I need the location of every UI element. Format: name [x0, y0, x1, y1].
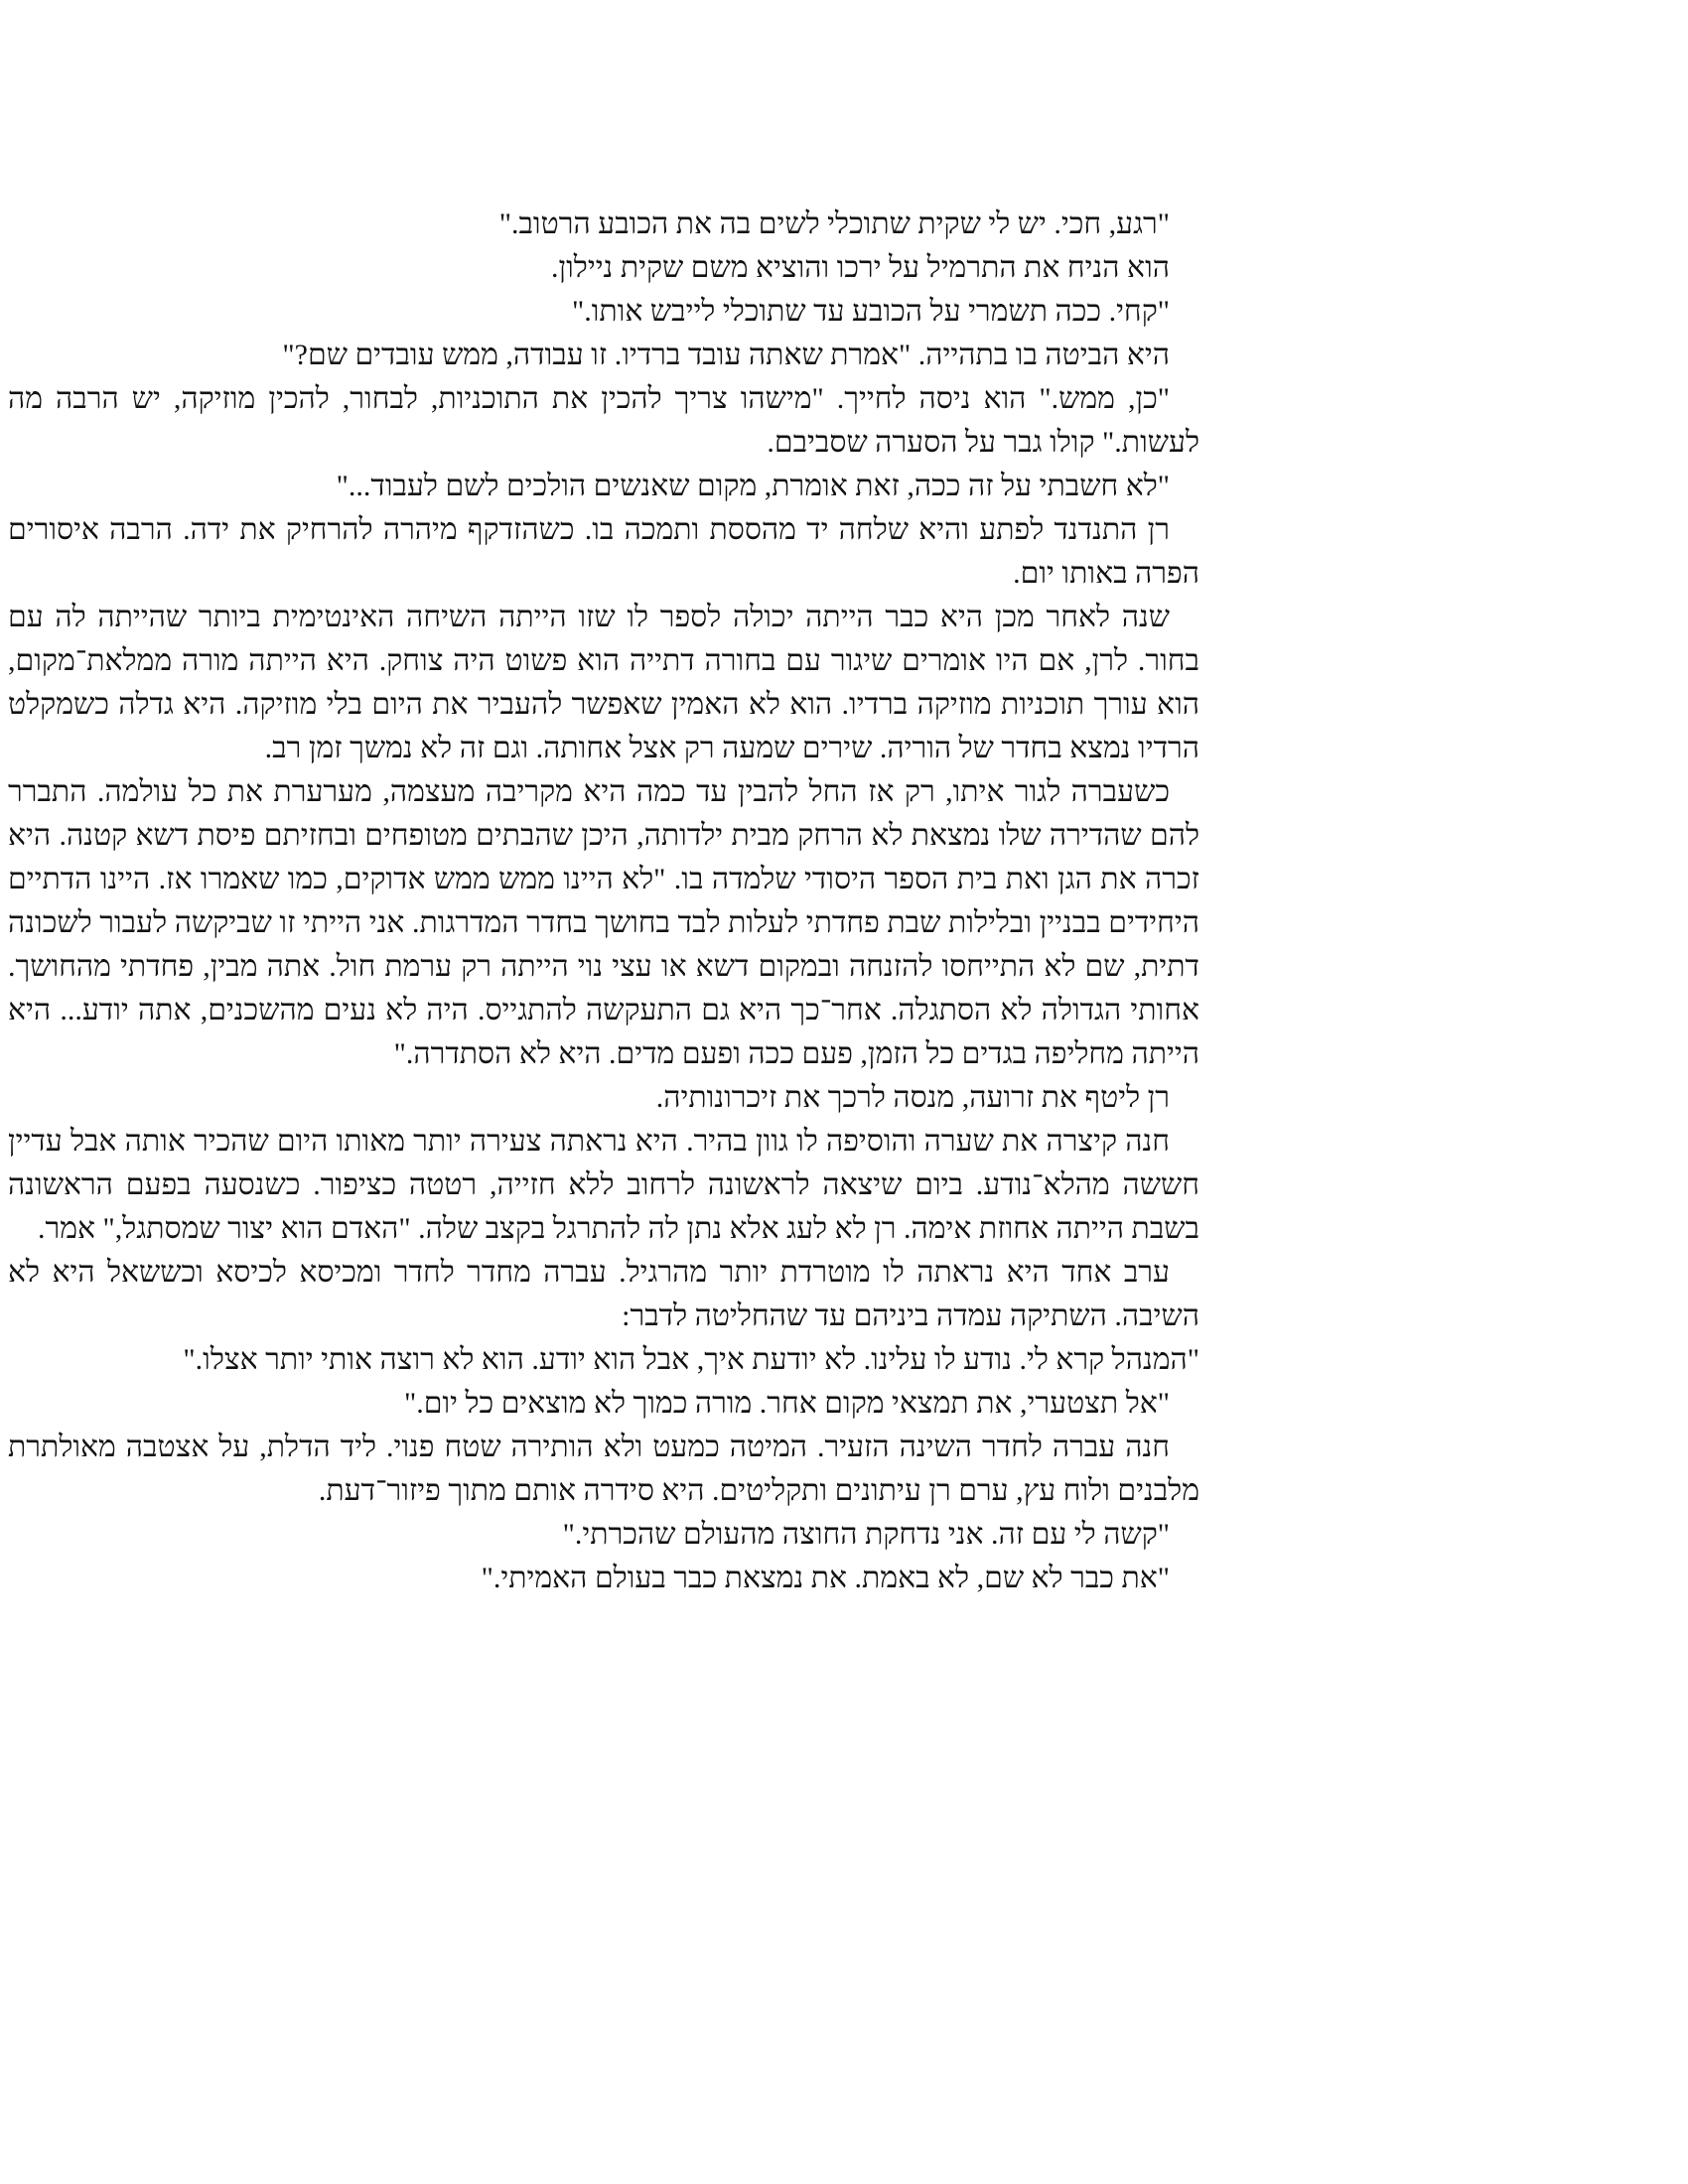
paragraph: היא הביטה בו בתהייה. "אמרת שאתה עובד ברדיו. זו עבודה, ממש עובדים שם?"	[282, 339, 1170, 371]
story-text	[0, 203, 1688, 2089]
paragraph: "אל תצטערי, את תמצאי מקום אחר. מורה כמוך לא מוצאים כל יום."	[403, 1387, 1170, 1420]
paragraph: הוא הניח את התרמיל על ירכו והוציא משם שקית ניילון.	[550, 251, 1170, 284]
paragraph: כשעברה לגור איתו, רק אז החל להבין עד כמה היא מקריבה מעצמה, מערערת את כל עולמה. התברר להם שהדירה שלו נמצאת לא הרחק מבית ילדותה, היכן שהבתים מטופחים ובחזיתם פיסת דשא קטנה. היא זכרה את הגן ואת בית הספר היסודי שלמדה בו. "לא היינו ממש ממש אדוקים, כמו שאמרו אז. היינו הדתיים היחידים בבניין ובלילות שבת פחדתי לעלות לבד בחושך בחדר המדרגות. אני הייתי זו שביקשה לעבור לשכונה דתית, שם לא התייחסו להזנחה ובמקום דשא או עצי נוי הייתה רק ערמת חול. אתה מבין, פחדתי מהחושך. אחותי הגדולה לא הסתגלה. אחר־כך היא גם התעקשה להתגייס. היה לא נעים מהשכנים, אתה יודע... היא הייתה מחליפה בגדים כל הזמן, פעם ככה ופעם מדים. היא לא הסתדרה."	[8, 775, 1199, 1070]
paragraph: "המנהל קרא לי. נודע לו עלינו. לא יודעת איך, אבל הוא יודע. הוא לא רוצה אותי יותר אצלו."	[183, 1343, 1199, 1376]
paragraph: "רגע, חכי. יש לי שקית שתוכלי לשים בה את הכובע הרטוב."	[498, 207, 1170, 240]
paragraph: ערב אחד היא נראתה לו מוטרדת יותר מהרגיל. עברה מחדר לחדר ומכיסא לכיסא וכששאל היא לא השיבה. השתיקה עמדה ביניהם עד שהחליטה לדבר:	[8, 1256, 1199, 1332]
paragraph: חנה קיצרה את שערה והוסיפה לו גוון בהיר. היא נראתה צעירה יותר מאותו היום שהכיר אותה אבל עדיין חששה מהלא־נודע. ביום שיצאה לראשונה לרחוב ללא חזייה, רטטה כציפור. כשנסעה בפעם הראשונה בשבת הייתה אחוזת אימה. רן לא לעג אלא נתן לה להתרגל בקצב שלה. "האדם הוא יצור שמסתגל," אמר.	[8, 1125, 1199, 1245]
paragraph: "קשה לי עם זה. אני נדחקת החוצה מהעולם שהכרתי."	[562, 1518, 1170, 1551]
paragraph: חנה עברה לחדר השינה הזעיר. המיטה כמעט ולא הותירה שטח פנוי. ליד הדלת, על אצטבה מאולתרת מלבנים ולוח עץ, ערם רן עיתונים ותקליטים. היא סידרה אותם מתוך פיזור־דעת.	[8, 1431, 1199, 1507]
paragraph: "קחי. ככה תשמרי על הכובע עד שתוכלי לייבש אותו."	[571, 295, 1170, 328]
paragraph: "לא חשבתי על זה ככה, זאת אומרת, מקום שאנשים הולכים לשם לעבוד..."	[336, 470, 1170, 502]
paragraph: רן ליטף את זרועה, מנסה לרכך את זיכרונותיה.	[655, 1081, 1170, 1114]
paragraph: "את כבר לא שם, לא באמת. את נמצאת כבר בעולם האמיתי."	[481, 1562, 1170, 1594]
paragraph: רן התנדנד לפתע והיא שלחה יד מהססת ותמכה בו. כשהזדקף מיהרה להרחיק את ידה. הרבה איסורים הפרה באותו יום.	[8, 513, 1199, 590]
paragraph: שנה לאחר מכן היא כבר הייתה יכולה לספר לו שזו הייתה השיחה האינטימית ביותר שהייתה לה עם בחור. לרן, אם היו אומרים שיגור עם בחורה דתייה הוא פשוט היה צוחק. היא הייתה מורה ממלאת־מקום, הוא עורך תוכניות מוזיקה ברדיו. הוא לא האמין שאפשר להעביר את היום בלי מוזיקה. היא גדלה כשמקלט הרדיו נמצא בחדר של הוריה. שירים שמעה רק אצל אחותה. וגם זה לא נמשך זמן רב.	[8, 601, 1199, 764]
paragraph: "כן, ממש." הוא ניסה לחייך. "מישהו צריך להכין את התוכניות, לבחור, להכין מוזיקה, יש הרבה מה לעשות." קולו גבר על הסערה שסביבם.	[8, 382, 1199, 459]
